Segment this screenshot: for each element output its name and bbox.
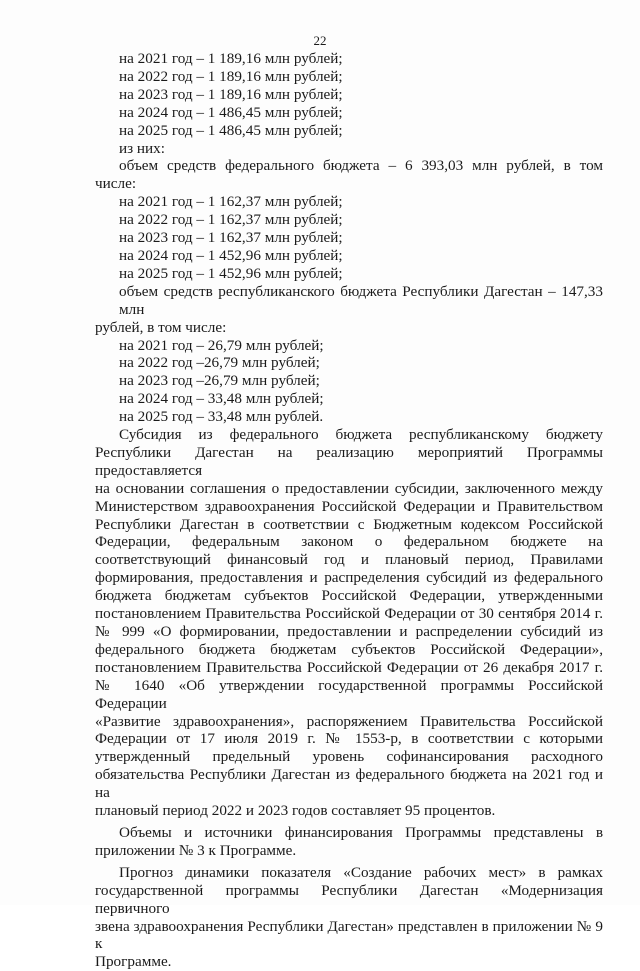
paragraph-line: Федерации, федеральным законом о федеральном бюджете на <box>95 533 603 551</box>
paragraph-line: постановлением Правительства Российской Федерации от 26 декабря 2017 г. <box>95 658 603 676</box>
republic-budget-intro: объем средств республиканского бюджета Республики Дагестан – 147,33 млн <box>119 282 603 318</box>
subsidy-paragraph <box>95 426 603 820</box>
forecast-paragraph <box>95 864 603 971</box>
paragraph-line: федерального бюджета бюджетам субъектов Российской Федерации», <box>95 640 603 658</box>
federal-funding-line: на 2022 год – 1 162,37 млн рублей; <box>119 211 343 229</box>
paragraph-line: Федерации от 17 июля 2019 г. № 1553-р, в соответствии с которыми <box>95 730 603 748</box>
paragraph-line: обязательства Республики Дагестан из федерального бюджета на 2021 год и на <box>95 766 603 802</box>
paragraph-line: Объемы и источники финансирования Программы представлены в <box>119 823 603 841</box>
paragraph-line: звена здравоохранения Республики Дагестан» представлен в приложении № 9 к <box>95 917 603 953</box>
paragraph-line: утвержденный предельный уровень софинансирования расходного <box>95 748 603 766</box>
federal-budget-intro-cont: числе: <box>95 175 137 193</box>
paragraph-line: постановлением Правительства Российской Федерации от 30 сентября 2014 г. <box>95 605 603 623</box>
volumes-paragraph <box>95 824 603 860</box>
republic-funding-line: на 2022 год –26,79 млн рублей; <box>119 354 320 372</box>
paragraph-line: Программе. <box>95 953 172 971</box>
paragraph-line: Прогноз динамики показателя «Создание рабочих мест» в рамках <box>119 863 603 881</box>
paragraph-line: № 1640 «Об утверждении государственной программы Российской Федерации <box>95 676 603 712</box>
page-number: 22 <box>313 33 327 48</box>
federal-budget-intro: объем средств федерального бюджета – 6 393,03 млн рублей, в том <box>119 157 603 175</box>
paragraph-line: «Развитие здравоохранения», распоряжением Правительства Российской <box>95 712 603 730</box>
funding-line: на 2021 год – 1 189,16 млн рублей; <box>119 50 343 67</box>
republic-funding-line: на 2025 год – 33,48 млн рублей. <box>119 408 324 426</box>
paragraph-line: Министерством здравоохранения Российской Федерации и Правительством <box>95 497 603 515</box>
republic-funding-line: на 2021 год – 26,79 млн рублей; <box>119 336 324 354</box>
paragraph-line: № 999 «О формировании, предоставлении и распределении субсидий из <box>95 623 603 640</box>
paragraph-line: плановый период 2022 и 2023 годов составляет 95 процентов. <box>95 802 496 820</box>
funding-line: на 2022 год – 1 189,16 млн рублей; <box>119 67 343 85</box>
funding-line: на 2024 год – 1 486,45 млн рублей; <box>119 103 343 121</box>
federal-funding-line: на 2024 год – 1 452,96 млн рублей; <box>119 246 343 264</box>
paragraph-line: на основании соглашения о предоставлении субсидии, заключенного между <box>95 479 603 497</box>
paragraph-line: Республики Дагестан в соответствии с Бюджетным кодексом Российской <box>95 515 603 533</box>
paragraph-line: Республики Дагестан на реализацию мероприятий Программы предоставляется <box>95 443 603 479</box>
republic-budget-intro-cont: рублей, в том числе: <box>95 318 227 336</box>
funding-subheading: из них: <box>119 139 165 157</box>
republic-funding-line: на 2023 год –26,79 млн рублей; <box>119 372 320 390</box>
federal-funding-line: на 2023 год – 1 162,37 млн рублей; <box>119 229 343 247</box>
republic-funding-line: на 2024 год – 33,48 млн рублей; <box>119 390 324 408</box>
document-body <box>95 50 603 971</box>
federal-funding-line: на 2021 год – 1 162,37 млн рублей; <box>119 193 343 211</box>
paragraph-line: приложении № 3 к Программе. <box>95 841 297 859</box>
paragraph-line: формирования, предоставления и распределения субсидий из федерального <box>95 569 603 587</box>
funding-line: на 2023 год – 1 189,16 млн рублей; <box>119 85 343 103</box>
federal-funding-line: на 2025 год – 1 452,96 млн рублей; <box>119 264 343 282</box>
paragraph-line: государственной программы Республики Дагестан «Модернизация первичного <box>95 881 603 917</box>
paragraph-line: соответствующий финансовый год и плановый период, Правилами <box>95 551 603 569</box>
paragraph-line: Субсидия из федерального бюджета республиканскому бюджету <box>119 426 603 444</box>
funding-line: на 2025 год – 1 486,45 млн рублей; <box>119 121 343 139</box>
paragraph-line: бюджета бюджетам субъектов Российской Федерации, утвержденными <box>95 587 603 605</box>
